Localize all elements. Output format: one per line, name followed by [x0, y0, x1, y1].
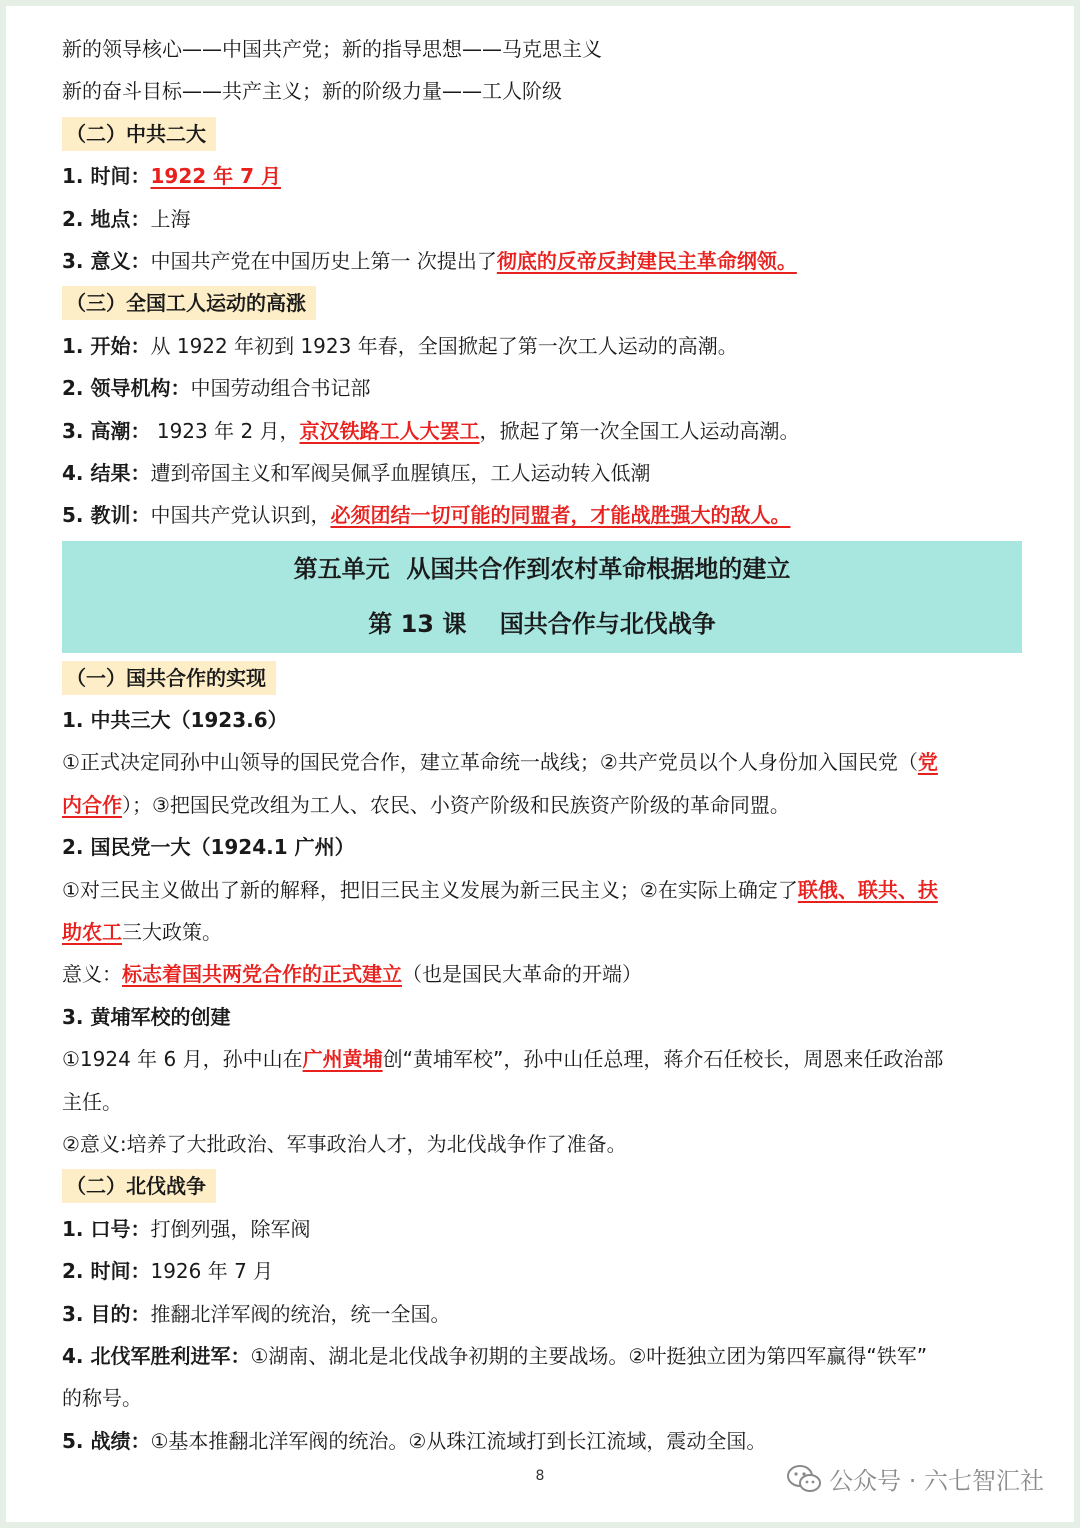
text-line — [62, 240, 1022, 282]
text-span: 1926 年 7 月 — [150, 1259, 274, 1284]
text-line — [62, 452, 1022, 494]
key-point: 广州黄埔 — [302, 1047, 383, 1072]
item-label: 2. 地点： — [62, 206, 151, 231]
item-label: 5. 教训： — [62, 503, 151, 528]
text-span: 从 1922 年初到 1923 年春，全国掀起了第一次工人运动的高潮。 — [150, 333, 738, 358]
key-point: 必须团结一切可能的同盟者，才能战胜强大的敌人。 — [330, 503, 791, 528]
section-heading-row — [62, 113, 1022, 155]
item-label: 3. 高潮： — [62, 418, 151, 443]
watermark — [787, 1461, 1044, 1496]
item-label: 2. 国民党一大（1924.1 广州） — [62, 835, 355, 860]
item-label: 1. 开始： — [62, 333, 151, 358]
text-span: ②意义:培养了大批政治、军事政治人才，为北伐战争作了准备。 — [62, 1131, 627, 1156]
text-span: 的称号。 — [62, 1386, 142, 1411]
text-span: 中国共产党认识到， — [150, 503, 331, 528]
lesson-title: 第 13 课 国共合作与北伐战争 — [368, 609, 716, 638]
text-line — [62, 1081, 1022, 1123]
text-span: ①正式决定同孙中山领导的国民党合作，建立革命统一战线；②共产党员以个人身份加入国民党（ — [62, 750, 918, 775]
text-span: 新的奋斗目标——共产主义；新的阶级力量——工人阶级 — [62, 79, 562, 104]
text-span: ，掀起了第一次全国工人运动高潮。 — [479, 418, 800, 443]
item-label: 4. 结果： — [62, 460, 151, 485]
text-span: ①1924 年 6 月，孙中山在 — [62, 1047, 303, 1072]
text-span: ）；③把国民党改组为工人、农民、小资产阶级和民族资产阶级的革命同盟。 — [122, 792, 790, 817]
document-body — [62, 28, 1022, 1462]
page-number: 8 — [535, 1468, 545, 1484]
text-line — [62, 1038, 1022, 1080]
key-point: 内合作 — [62, 792, 122, 817]
item-label: 1. 中共三大（1923.6） — [62, 708, 288, 733]
key-point: 助农工 — [62, 920, 122, 945]
text-line — [62, 1420, 1022, 1462]
text-span: 打倒列强，除军阀 — [150, 1216, 311, 1241]
key-point: 彻底的反帝反封建民主革命纲领。 — [496, 248, 797, 273]
key-point: 党 — [917, 750, 938, 775]
text-line — [62, 198, 1022, 240]
unit-title: 第五单元 从国共合作到农村革命根据地的建立 — [293, 554, 791, 583]
text-span: ①湖南、湖北是北伐战争初期的主要战场。②叶挺独立团为第四军赢得“铁军” — [250, 1343, 928, 1368]
text-line — [62, 28, 1022, 70]
section-heading: （一）国共合作的实现 — [62, 661, 276, 695]
text-span: 推翻北洋军阀的统治，统一全国。 — [150, 1301, 451, 1326]
text-line — [62, 996, 1022, 1038]
section-heading-row — [62, 1165, 1022, 1207]
text-line — [62, 784, 1022, 826]
item-label: 1. 时间： — [62, 164, 151, 189]
text-span: 新的领导核心——中国共产党；新的指导思想——马克思主义 — [62, 37, 602, 61]
text-line — [62, 1208, 1022, 1250]
text-span: 中国劳动组合书记部 — [190, 376, 371, 401]
text-line — [62, 410, 1022, 452]
text-line — [62, 70, 1022, 112]
text-span: 遭到帝国主义和军阀吴佩孚血腥镇压，工人运动转入低潮 — [150, 460, 651, 485]
text-span: 1923 年 2 月， — [150, 418, 300, 443]
text-line — [62, 1250, 1022, 1292]
item-label: 3. 目的： — [62, 1301, 151, 1326]
section-heading-row — [62, 282, 1022, 324]
text-line — [62, 1123, 1022, 1165]
key-point: 1922 年 7 月 — [150, 164, 281, 189]
document-page — [6, 6, 1074, 1522]
text-span: 主任。 — [62, 1089, 122, 1114]
text-span: 意义： — [62, 962, 122, 987]
text-span: ①对三民主义做出了新的解释，把旧三民主义发展为新三民主义；②在实际上确定了 — [62, 877, 798, 902]
text-span: 中国共产党在中国历史上第一 次提出了 — [150, 248, 497, 273]
item-label: 1. 口号： — [62, 1216, 151, 1241]
text-line — [62, 911, 1022, 953]
text-line — [62, 869, 1022, 911]
item-label: 2. 领导机构： — [62, 376, 191, 401]
text-span: （也是国民大革命的开端） — [402, 962, 642, 987]
text-line — [62, 699, 1022, 741]
text-span: 上海 — [150, 206, 191, 231]
item-label: 5. 战绩： — [62, 1428, 151, 1453]
text-line — [62, 367, 1022, 409]
section-heading: （三）全国工人运动的高涨 — [62, 286, 316, 320]
text-line — [62, 325, 1022, 367]
text-line — [62, 1377, 1022, 1419]
section-heading: （二）中共二大 — [62, 117, 216, 151]
text-line — [62, 155, 1022, 197]
text-line — [62, 1293, 1022, 1335]
text-line — [62, 953, 1022, 995]
section-heading: （二）北伐战争 — [62, 1169, 216, 1203]
item-label: 3. 黄埔军校的创建 — [62, 1004, 231, 1029]
item-label: 4. 北伐军胜利进军： — [62, 1343, 251, 1368]
text-line — [62, 494, 1022, 536]
text-line — [62, 1335, 1022, 1377]
key-point: 标志着国共两党合作的正式建立 — [122, 962, 402, 987]
key-point: 京汉铁路工人大罢工 — [299, 418, 480, 443]
key-point: 联俄、联共、扶 — [797, 877, 938, 902]
text-span: 三大政策。 — [122, 920, 222, 945]
text-line — [62, 741, 1022, 783]
wechat-icon — [787, 1464, 821, 1494]
section-heading-row — [62, 657, 1022, 699]
text-line — [62, 826, 1022, 868]
item-label: 2. 时间： — [62, 1259, 151, 1284]
text-span: 创“黄埔军校”，孙中山任总理，蒋介石任校长，周恩来任政治部 — [382, 1047, 944, 1072]
watermark-text: 公众号 · 六七智汇社 — [829, 1467, 1044, 1495]
unit-banner — [62, 541, 1022, 653]
text-span: ①基本推翻北洋军阀的统治。②从珠江流域打到长江流域，震动全国。 — [150, 1428, 767, 1453]
item-label: 3. 意义： — [62, 248, 151, 273]
